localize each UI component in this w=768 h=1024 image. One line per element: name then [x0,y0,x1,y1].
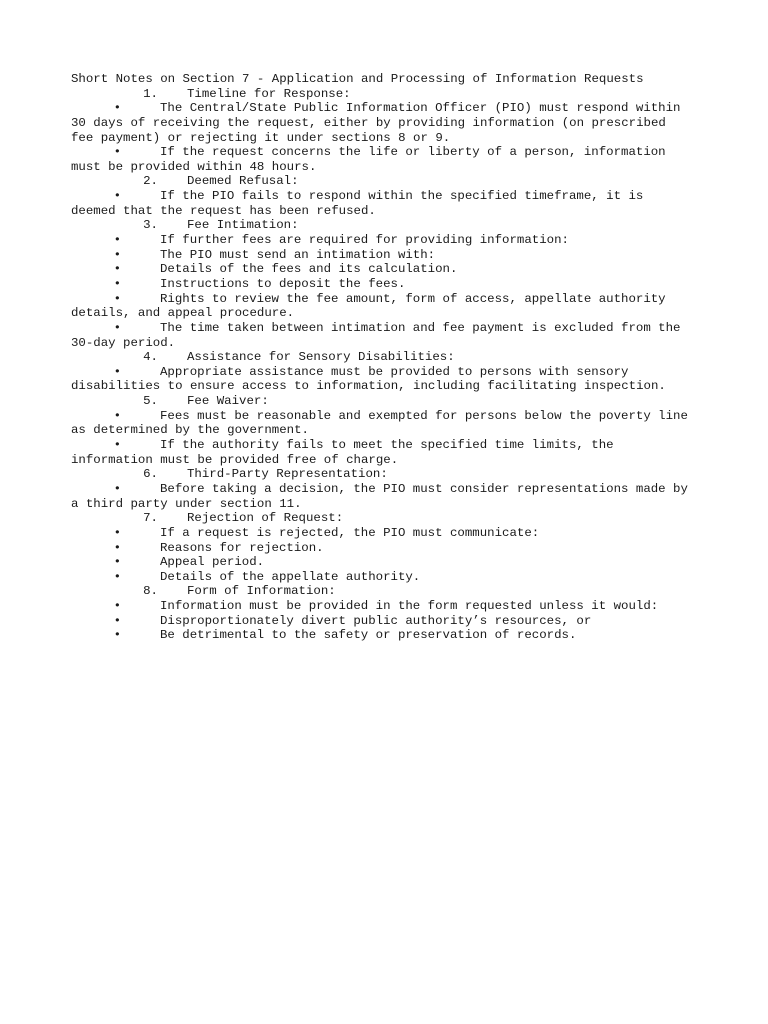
numbered-heading [71,218,711,233]
numbered-heading [71,394,711,409]
list-number: 8. [143,584,158,599]
bullet-text: Be detrimental to the safety or preservation of records. [160,628,577,643]
continuation-line: 30 days of receiving the request, either by providing information (on prescribed [71,115,666,130]
bullet-text: Instructions to deposit the fees. [160,276,406,291]
bullet-icon: • [113,438,121,453]
bullet-icon: • [113,613,121,628]
bullet-icon: • [113,364,121,379]
bullet-icon: • [113,481,121,496]
bullet-item [71,409,711,424]
bullet-icon: • [113,189,121,204]
continuation-line: information must be provided free of charge. [71,452,399,467]
bullet-item [71,248,711,263]
bullet-text: Before taking a decision, the PIO must consider representations made by [160,481,688,496]
bullet-item [71,233,711,248]
bullet-item [71,321,711,336]
bullet-item [71,438,711,453]
continuation-line: deemed that the request has been refused. [71,203,376,218]
bullet-item [71,277,711,292]
bullet-text: Appeal period. [160,555,265,570]
bullet-text: Details of the appellate authority. [160,569,421,584]
heading-text: Fee Waiver: [187,394,269,409]
bullet-text: The PIO must send an intimation with: [160,247,436,262]
bullet-text: Appropriate assistance must be provided to persons with sensory [160,364,629,379]
bullet-text: Reasons for rejection. [160,540,324,555]
heading-text: Rejection of Request: [187,511,344,526]
continuation-line: a third party under section 11. [71,496,302,511]
bullet-text: Information must be provided in the form requested unless it would: [160,599,659,614]
bullet-item [71,292,711,307]
bullet-text: If the PIO fails to respond within the specified timeframe, it is [160,189,644,204]
document-title: Short Notes on Section 7 - Application and Processing of Information Requests [71,72,644,86]
list-number: 6. [143,467,158,482]
bullet-item [71,145,711,160]
numbered-heading [71,467,711,482]
bullet-text: Disproportionately divert public authority’s resources, or [160,613,592,628]
list-number: 7. [143,511,158,526]
bullet-text: The time taken between intimation and fee payment is excluded from the [160,320,681,335]
heading-text: Third-Party Representation: [187,467,388,482]
bullet-text: If a request is rejected, the PIO must communicate: [160,525,540,540]
bullet-icon: • [113,262,121,277]
bullet-item [71,555,711,570]
heading-text: Form of Information: [187,584,336,599]
bullet-icon: • [113,233,121,248]
list-number: 4. [143,350,158,365]
numbered-heading [71,584,711,599]
bullet-text: Fees must be reasonable and exempted for persons below the poverty line [160,408,688,423]
continuation-line: details, and appeal procedure. [71,306,295,321]
document-body [71,72,711,643]
bullet-text: If further fees are required for providing information: [160,233,569,248]
list-number: 1. [143,86,158,101]
bullet-text: The Central/State Public Information Officer (PIO) must respond within [160,101,681,116]
continuation-line: must be provided within 48 hours. [71,159,317,174]
bullet-item [71,628,711,643]
bullet-icon: • [113,555,121,570]
bullet-item [71,599,711,614]
bullet-icon: • [113,101,121,116]
bullet-item [71,101,711,116]
heading-text: Deemed Refusal: [187,174,299,189]
continuation-line: fee payment) or rejecting it under sections 8 or 9. [71,130,451,145]
numbered-heading [71,174,711,189]
bullet-icon: • [113,320,121,335]
heading-text: Timeline for Response: [187,86,351,101]
bullet-icon: • [113,599,121,614]
bullet-item [71,570,711,585]
numbered-heading [71,87,711,102]
bullet-text: If the authority fails to meet the specified time limits, the [160,438,614,453]
list-number: 5. [143,394,158,409]
bullet-icon: • [113,525,121,540]
bullet-icon: • [113,247,121,262]
bullet-icon: • [113,145,121,160]
bullet-icon: • [113,628,121,643]
numbered-heading [71,350,711,365]
numbered-heading [71,511,711,526]
bullet-item [71,365,711,380]
bullet-item [71,541,711,556]
bullet-item [71,482,711,497]
bullet-icon: • [113,291,121,306]
bullet-text: Details of the fees and its calculation. [160,262,458,277]
bullet-icon: • [113,569,121,584]
continuation-line: as determined by the government. [71,423,309,438]
bullet-item [71,262,711,277]
bullet-item [71,189,711,204]
heading-text: Assistance for Sensory Disabilities: [187,350,455,365]
bullet-icon: • [113,540,121,555]
bullet-text: Rights to review the fee amount, form of access, appellate authority [160,291,666,306]
list-number: 3. [143,218,158,233]
bullet-item [71,526,711,541]
continuation-line: 30-day period. [71,335,176,350]
bullet-item [71,614,711,629]
heading-text: Fee Intimation: [187,218,299,233]
continuation-line: disabilities to ensure access to information, including facilitating inspection. [71,379,666,394]
bullet-icon: • [113,276,121,291]
bullet-icon: • [113,408,121,423]
bullet-text: If the request concerns the life or liberty of a person, information [160,145,666,160]
list-number: 2. [143,174,158,189]
